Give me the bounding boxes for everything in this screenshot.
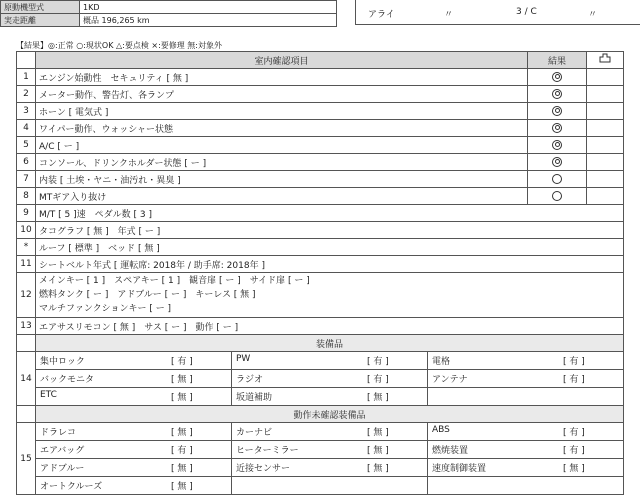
mileage-label: 実走距離 <box>1 14 80 27</box>
table-row <box>17 154 624 171</box>
equipment-item <box>36 441 232 458</box>
section-title: 室内確認項目 <box>36 52 528 69</box>
equipment-name: ドラレコ <box>40 428 77 438</box>
equipment-value: [ 有 ] <box>171 446 193 456</box>
equipment-value: [ 無 ] <box>367 428 389 438</box>
result-legend: 【結果】◎:正常 ○:現状OK △:要点検 ×:要修理 無:対象外 <box>16 41 223 50</box>
result-header: 結果 <box>528 52 587 69</box>
extra-cell <box>587 137 624 154</box>
extra-cell <box>587 86 624 103</box>
equipment-item <box>428 441 618 458</box>
circle-icon <box>552 191 562 201</box>
row-number: 4 <box>17 120 36 137</box>
vehicle-info-table <box>0 0 337 27</box>
equipment-item <box>428 370 618 387</box>
equipment-item <box>232 459 428 476</box>
row-number: * <box>17 239 36 256</box>
equipment-name: カーナビ <box>236 428 273 438</box>
extra-cell <box>587 171 624 188</box>
equipment-item <box>232 352 428 369</box>
check-item: タコグラフ [ 無 ] 年式 [ ー ] <box>36 222 624 239</box>
extra-cell <box>587 188 624 205</box>
result-cell <box>528 137 587 154</box>
top-right-label: アライ <box>368 10 395 20</box>
row-number: 5 <box>17 137 36 154</box>
double-circle-icon <box>552 72 562 82</box>
equipment-item <box>36 370 232 387</box>
check-item: ルーフ [ 標準 ] ベッド [ 無 ] <box>36 239 624 256</box>
equipment-value: [ 無 ] <box>171 464 193 474</box>
row-number: 10 <box>17 222 36 239</box>
key-info-line: 燃料タンク [ ー ] アドブルー [ ー ] キーレス [ 無 ] <box>39 290 256 300</box>
equipment-value: [ 有 ] <box>367 357 389 367</box>
equipment-value: [ 有 ] <box>563 446 585 456</box>
edit-icon[interactable] <box>587 52 624 69</box>
extra-cell <box>587 120 624 137</box>
table-row <box>17 256 624 273</box>
table-row <box>17 86 624 103</box>
equipment-name: 集中ロック <box>40 357 85 367</box>
row-number: 6 <box>17 154 36 171</box>
table-row <box>17 103 624 120</box>
table-row <box>17 370 624 388</box>
equipment-name: エアバッグ <box>40 446 85 456</box>
equipment-name: ヒーターミラー <box>236 446 299 456</box>
extra-cell <box>587 69 624 86</box>
double-circle-icon <box>552 106 562 116</box>
equipment-cell <box>36 441 624 459</box>
table-row <box>17 120 624 137</box>
row-number: 9 <box>17 205 36 222</box>
equipment-name: 速度制御装置 <box>432 464 487 474</box>
table-row <box>17 318 624 335</box>
table-row <box>17 137 624 154</box>
equipment-value: [ 無 ] <box>171 482 193 492</box>
equipment-cell <box>36 423 624 441</box>
equipment-item <box>232 370 428 387</box>
equipment-item <box>232 423 428 440</box>
extra-cell <box>587 154 624 171</box>
engine-type-label: 原動機型式 <box>1 1 80 14</box>
equipment-cell <box>36 477 624 495</box>
extra-cell <box>587 103 624 120</box>
table-row <box>17 459 624 477</box>
check-item: コンソール、ドリンクホルダー状態 [ ー ] <box>36 154 528 171</box>
check-item: 内装 [ 土埃・ヤニ・油汚れ・異臭 ] <box>36 171 528 188</box>
equipment-value: [ 無 ] <box>367 393 389 403</box>
equipment-name: 燃焼装置 <box>432 446 469 456</box>
equipment-item <box>36 423 232 440</box>
table-row <box>17 441 624 459</box>
top-right-c1: 〃 <box>444 10 454 20</box>
row-number: 7 <box>17 171 36 188</box>
check-item: ワイパー動作、ウォッシャー状態 <box>36 120 528 137</box>
result-cell <box>528 154 587 171</box>
section-title: 装備品 <box>36 335 624 352</box>
key-info-cell <box>36 273 624 318</box>
equipment-value: [ 有 ] <box>171 357 193 367</box>
equipment-cell <box>36 352 624 370</box>
check-item: ホーン [ 電気式 ] <box>36 103 528 120</box>
mileage-value: 概品 196,265 km <box>80 14 337 27</box>
result-cell <box>528 86 587 103</box>
interior-check-table <box>16 51 624 495</box>
equipment-value: [ 有 ] <box>367 375 389 385</box>
double-circle-icon <box>552 123 562 133</box>
table-row <box>17 352 624 370</box>
section-header-row <box>17 335 624 352</box>
equipment-value: [ 有 ] <box>563 375 585 385</box>
check-item: シートベルト年式 [ 運転席: 2018年 / 助手席: 2018年 ] <box>36 256 624 273</box>
circle-icon <box>552 174 562 184</box>
equipment-name: アンテナ <box>432 375 468 385</box>
equipment-value: [ 有 ] <box>563 428 585 438</box>
section-header-row <box>17 406 624 423</box>
equipment-item <box>232 441 428 458</box>
equipment-value: [ 無 ] <box>171 393 193 403</box>
result-cell <box>528 188 587 205</box>
check-item: M/T [ 5 ]速 ペダル数 [ 3 ] <box>36 205 624 222</box>
table-row <box>17 388 624 406</box>
spacer-cell <box>17 406 36 423</box>
equipment-item <box>36 388 232 405</box>
check-item: MTギア入り抜け <box>36 188 528 205</box>
equipment-name: PW <box>236 354 251 364</box>
equipment-cell <box>36 388 624 406</box>
equipment-name: ラジオ <box>236 375 264 385</box>
result-cell <box>528 120 587 137</box>
table-row <box>17 222 624 239</box>
result-cell <box>528 103 587 120</box>
equipment-value: [ 無 ] <box>563 464 585 474</box>
row-number: 15 <box>17 423 36 495</box>
check-item: エアサスリモコン [ 無 ] サス [ ー ] 動作 [ ー ] <box>36 318 624 335</box>
equipment-value: [ 有 ] <box>563 357 585 367</box>
row-number: 13 <box>17 318 36 335</box>
row-number: 1 <box>17 69 36 86</box>
row-number: 14 <box>17 352 36 406</box>
table-row <box>17 423 624 441</box>
equipment-name: アドブルー <box>40 464 85 474</box>
equipment-name: バックモニタ <box>40 375 95 385</box>
row-number: 3 <box>17 103 36 120</box>
equipment-item <box>428 459 618 476</box>
row-number: 8 <box>17 188 36 205</box>
table-row <box>17 205 624 222</box>
result-cell <box>528 69 587 86</box>
double-circle-icon <box>552 157 562 167</box>
engine-type-value: 1KD <box>80 1 337 14</box>
equipment-item <box>428 423 618 440</box>
top-right-c2: 3 / C <box>516 7 537 17</box>
top-right-box <box>355 0 640 25</box>
table-row <box>17 171 624 188</box>
check-item: A/C [ ー ] <box>36 137 528 154</box>
key-info-line: メインキー [ 1 ] スペアキー [ 1 ] 観音扉 [ ー ] サイド扉 [ ー ] <box>39 276 310 286</box>
table-row <box>17 273 624 318</box>
equipment-name: ABS <box>432 425 450 435</box>
equipment-item <box>232 388 428 405</box>
double-circle-icon <box>552 89 562 99</box>
equipment-item <box>428 388 618 405</box>
key-info-line: マルチファンクションキー [ ー ] <box>39 304 172 314</box>
equipment-name: 近接センサー <box>236 464 291 474</box>
check-item: メーター動作、警告灯、各ランプ <box>36 86 528 103</box>
equipment-value: [ 無 ] <box>367 446 389 456</box>
table-row <box>17 239 624 256</box>
result-cell <box>528 171 587 188</box>
double-circle-icon <box>552 140 562 150</box>
equipment-item <box>428 352 618 369</box>
equipment-item <box>36 459 232 476</box>
equipment-value: [ 無 ] <box>171 428 193 438</box>
equipment-value: [ 無 ] <box>171 375 193 385</box>
table-row <box>17 477 624 495</box>
row-number: 2 <box>17 86 36 103</box>
row-number: 12 <box>17 273 36 318</box>
section-title: 動作未確認装備品 <box>36 406 624 423</box>
equipment-cell <box>36 370 624 388</box>
equipment-name: オートクルーズ <box>40 482 103 492</box>
top-right-c3: 〃 <box>588 10 598 20</box>
equipment-value: [ 無 ] <box>367 464 389 474</box>
equipment-item <box>36 352 232 369</box>
check-item: エンジン始動性 セキュリティ [ 無 ] <box>36 69 528 86</box>
equipment-name: ETC <box>40 390 57 400</box>
equipment-cell <box>36 459 624 477</box>
row-number: 11 <box>17 256 36 273</box>
table-row <box>17 69 624 86</box>
equipment-name: 電格 <box>432 357 451 367</box>
spacer-cell <box>17 335 36 352</box>
equipment-name: 坂道補助 <box>236 393 273 403</box>
table-row <box>17 188 624 205</box>
